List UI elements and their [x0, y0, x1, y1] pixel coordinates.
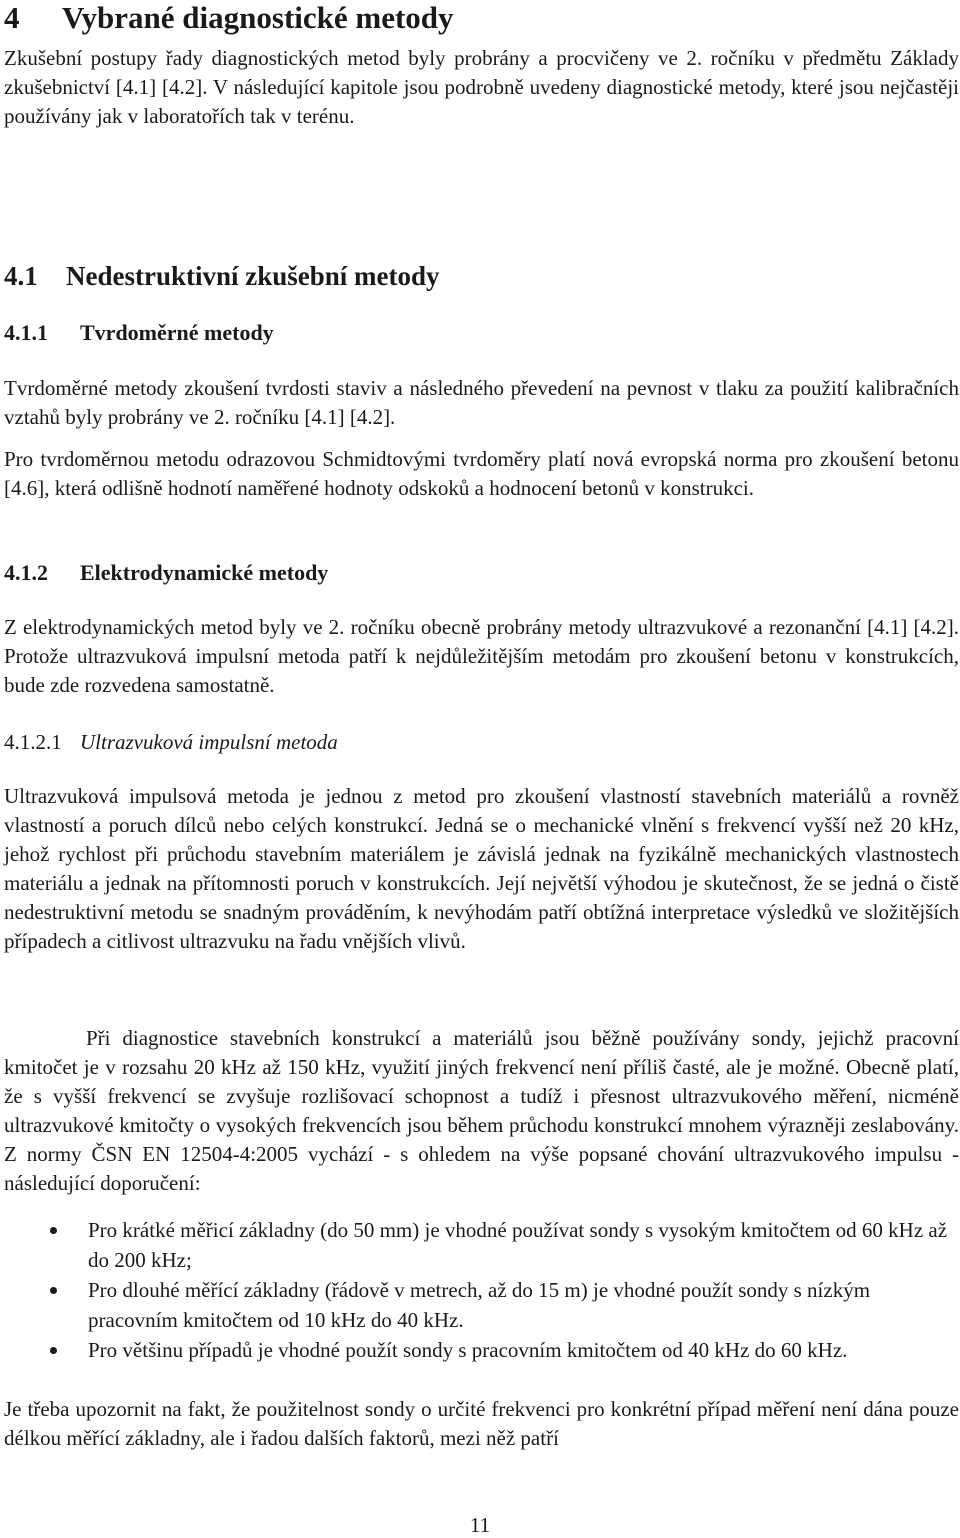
- paragraph-elektrodynamicke: Z elektrodynamických metod byly ve 2. ročníku obecně probrány metody ultrazvukové a rezonanční [4.1] [4.2]. Protože ultrazvuková impulsní metoda patří k nejdůležitějším metodám pro zkoušení betonu v konstrukcích, bude zde rozvedena samostatně.: [4, 615, 959, 697]
- paragraph-ultrazvuk-3: Je třeba upozornit na fakt, že použitelnost sondy o určité frekvenci pro konkrétní případ měření není dána pouze délkou měřící základny, ale i řadou dalších faktorů, mezi něž patří: [4, 1397, 959, 1450]
- chapter-number: 4: [4, 0, 20, 35]
- subsubsection-heading-4-1-2-1: [4, 727, 338, 757]
- paragraph-tvrdomerne-2: Pro tvrdoměrnou metodu odrazovou Schmidtovými tvrdoměry platí nová evropská norma pro zkoušení betonu [4.6], která odlišně hodnotí naměřené hodnoty odskoků a hodnocení betonů v konstrukci.: [4, 447, 959, 500]
- subsubsection-title: Ultrazvuková impulsní metoda: [80, 730, 338, 754]
- chapter-heading: [4, 0, 454, 38]
- intro-paragraph: Zkušební postupy řady diagnostických metod byly probrány a procvičeny ve 2. ročníku v předmětu Základy zkušebnictví [4.1] [4.2]. V následující kapitole jsou podrobně uvedeny diagnostické metody, které jsou nejčastěji používány jak v laboratořích tak v terénu.: [4, 46, 959, 128]
- paragraph-ultrazvuk-2: Při diagnostice stavebních konstrukcí a materiálů jsou běžně používány sondy, jejichž pracovní kmitočet je v rozsahu 20 kHz až 150 kHz, využití jiných frekvencí není příliš časté, ale je možné. Obecně platí, že s vyšší frekvencí se zvyšuje rozlišovací schopnost a tudíž i přesnost ultrazvukového měření, nicméně ultrazvukové kmitočty o vysokých frekvencích jsou během průchodu konstrukcí mnohem výrazněji zeslabovány. Z normy ČSN EN 12504-4:2005 vychází - s ohledem na výše popsané chování ultrazvukového impulsu - následující doporučení:: [4, 1026, 959, 1195]
- paragraph-tvrdomerne-1: Tvrdoměrné metody zkoušení tvrdosti staviv a následného převedení na pevnost v tlaku za použití kalibračních vztahů byly probrány ve 2. ročníku [4.1] [4.2].: [4, 376, 959, 429]
- subsection-title: Elektrodynamické metody: [80, 560, 329, 585]
- section-title: Nedestruktivní zkušební metody: [66, 261, 440, 291]
- page-number: 11: [469, 1513, 491, 1537]
- bullet-icon: [50, 1347, 57, 1354]
- subsection-heading-4-1-2: [4, 558, 328, 588]
- list-item: Pro většinu případů je vhodné použít sondy s pracovním kmitočtem od 40 kHz do 60 kHz.: [4, 1335, 959, 1365]
- section-heading-4-1: [4, 258, 440, 294]
- section-number: 4.1: [4, 261, 38, 291]
- subsection-heading-4-1-1: [4, 318, 274, 348]
- list-item: Pro dlouhé měřící základny (řádově v metrech, až do 15 m) je vhodné použít sondy s nízkým pracovním kmitočtem od 10 kHz do 40 kHz.: [4, 1275, 959, 1335]
- subsection-title: Tvrdoměrné metody: [80, 320, 274, 345]
- subsection-number: 4.1.2: [4, 560, 48, 585]
- chapter-title: Vybrané diagnostické metody: [62, 0, 454, 35]
- list-item: Pro krátké měřicí základny (do 50 mm) je vhodné používat sondy s vysokým kmitočtem od 60 kHz až do 200 kHz;: [4, 1215, 959, 1275]
- bullet-icon: [50, 1227, 57, 1234]
- subsubsection-number: 4.1.2.1: [4, 730, 62, 754]
- paragraph-ultrazvuk-1: Ultrazvuková impulsová metoda je jednou z metod pro zkoušení vlastností stavebních materiálů a rovněž vlastností a poruch dílců nebo celých konstrukcí. Jedná se o mechanické vlnění s frekvencí vyšší než 20 kHz, jehož rychlost při průchodu stavebním materiálem je závislá jednak na fyzikálně mechanických vlastnostech materiálu a jednak na přítomnosti poruch v konstrukcích. Její největší výhodou je skutečnost, že se jedná o čistě nedestruktivní metodu se snadným prováděním, k nevýhodám patří obtížná interpretace výsledků ve složitějších případech a citlivost ultrazvuku na řadu vnějších vlivů.: [4, 784, 959, 953]
- subsection-number: 4.1.1: [4, 320, 48, 345]
- recommendation-list: [4, 1215, 959, 1365]
- bullet-icon: [50, 1287, 57, 1294]
